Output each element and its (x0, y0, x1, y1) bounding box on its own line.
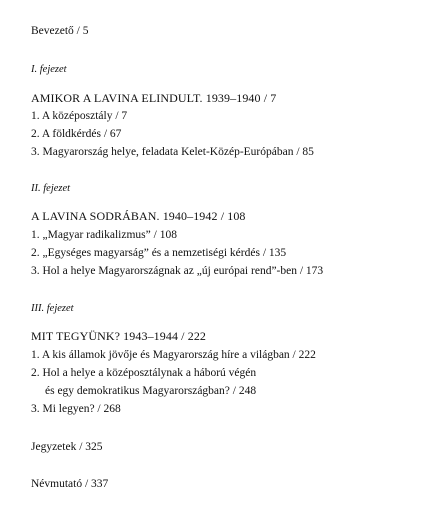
chapter-3-item-1: 1. A kis államok jövője és Magyarország híre a világban / 222 (31, 349, 316, 361)
chapter-3-title: MIT TEGYÜNK? 1943–1944 / 222 (31, 329, 207, 343)
chapter-1-title: AMIKOR A LAVINA ELINDULT. 1939–1940 / 7 (31, 91, 277, 105)
chapter-2-item-2: 2. „Egységes magyarság” és a nemzetiségi kérdés / 135 (31, 247, 287, 259)
chapter-1-item-1: 1. A középosztály / 7 (31, 110, 128, 122)
chapter-3-item-2: 2. Hol a helye a középosztálynak a háború végén (31, 367, 257, 379)
toc-entry-intro: Bevezető / 5 (31, 25, 89, 37)
chapter-1-item-2: 2. A földkérdés / 67 (31, 128, 122, 140)
chapter-2-item-1: 1. „Magyar radikalizmus” / 108 (31, 229, 177, 241)
chapter-3-label: III. fejezet (31, 303, 74, 314)
toc-entry-index: Névmutató / 337 (31, 478, 109, 490)
chapter-1-item-3: 3. Magyarország helye, feladata Kelet-Közép-Európában / 85 (31, 146, 314, 158)
chapter-2-title: A LAVINA SODRÁBAN. 1940–1942 / 108 (31, 209, 246, 223)
chapter-1-label: I. fejezet (31, 64, 67, 75)
chapter-3-item-3: 3. Mi legyen? / 268 (31, 403, 121, 415)
chapter-2-label: II. fejezet (31, 183, 71, 194)
chapter-2-item-3: 3. Hol a helye Magyarországnak az „új európai rend”-ben / 173 (31, 265, 324, 277)
chapter-3-item-2-continuation: és egy demokratikus Magyarországban? / 248 (45, 385, 257, 397)
toc-entry-notes: Jegyzetek / 325 (31, 441, 103, 453)
